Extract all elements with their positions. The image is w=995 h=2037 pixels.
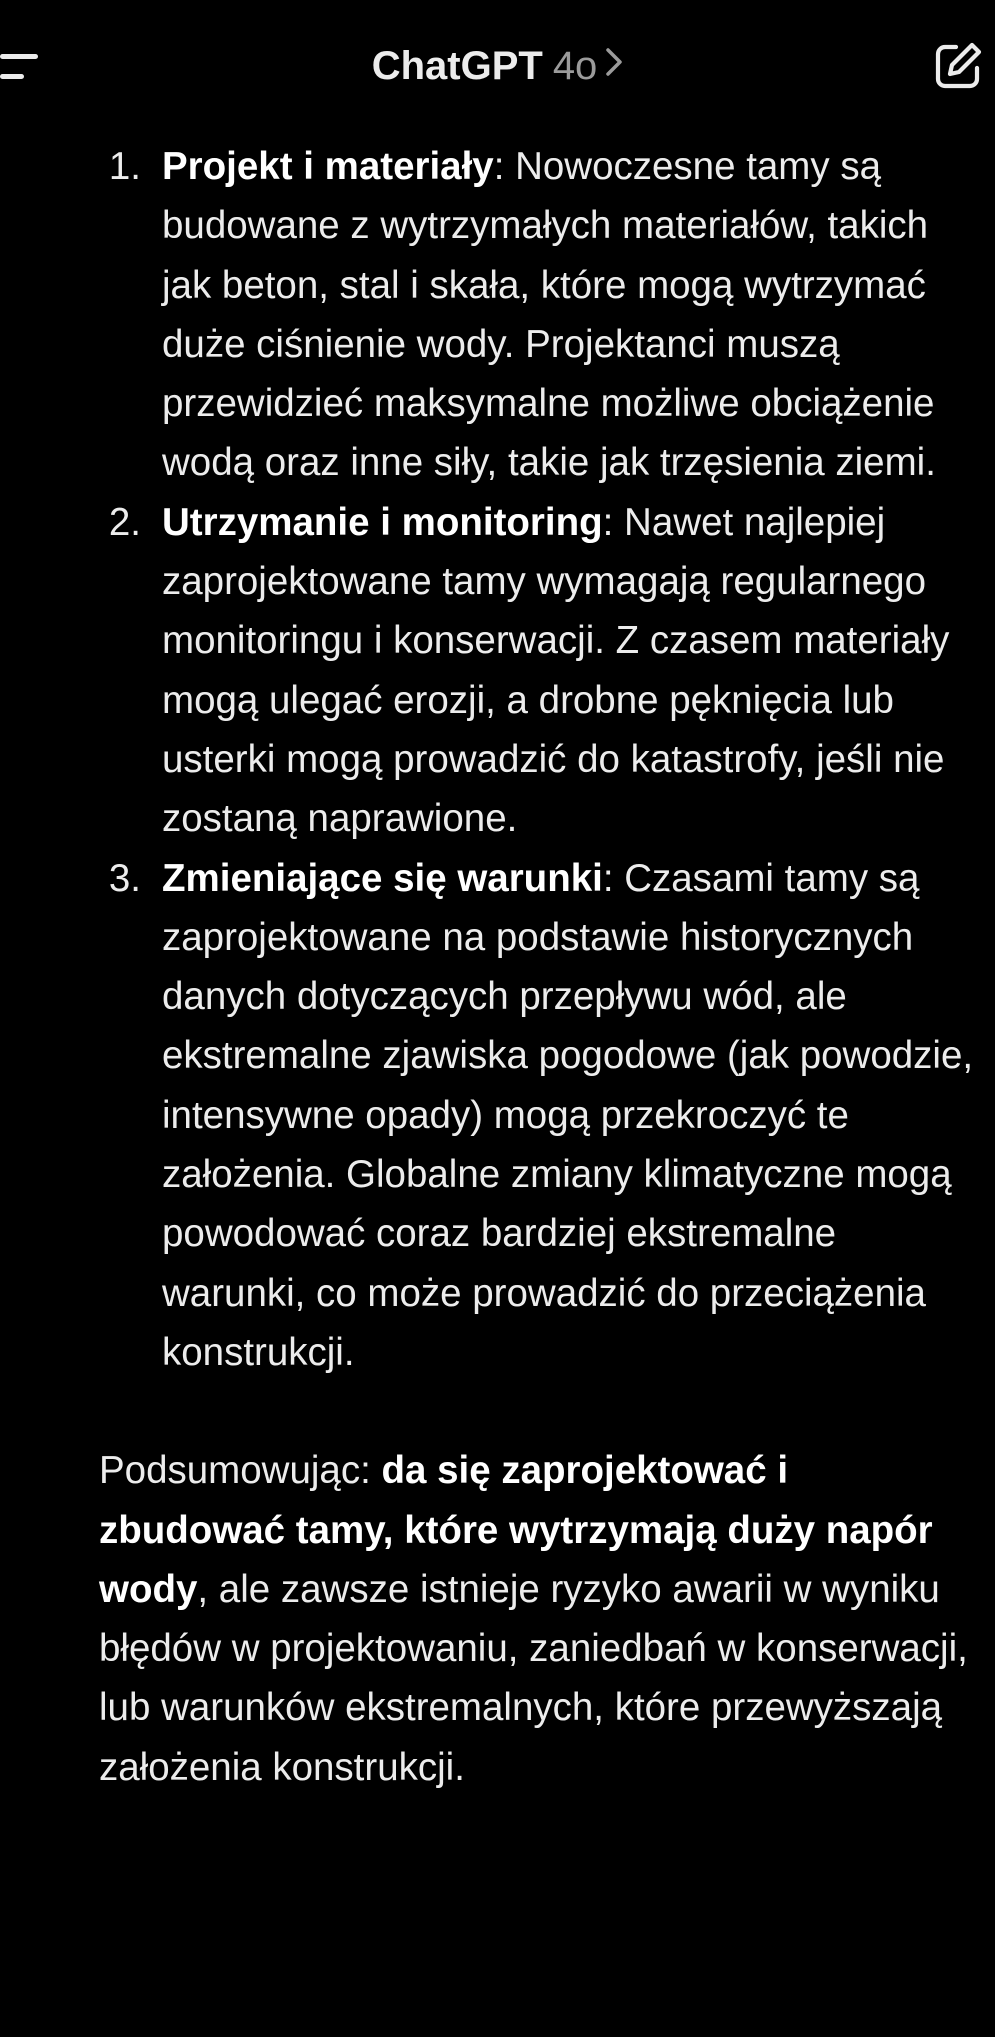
list-item-title: Zmieniające się warunki xyxy=(162,856,603,900)
list-number: 3. xyxy=(108,856,141,900)
model-label: 4o xyxy=(552,44,598,88)
list-item xyxy=(99,137,979,493)
numbered-list xyxy=(99,137,979,1382)
list-item-text: : Nawet najlepiej zaprojektowane tamy wymagają regularnego monitoringu i konserwacji. Z czasem materiały mogą ulegać erozji, a drobne pęknięcia lub usterki mogą prowadzić do katastrofy, jeśli nie zostaną naprawione. xyxy=(162,500,950,841)
list-item-title: Utrzymanie i monitoring xyxy=(162,500,603,544)
list-item-title: Projekt i materiały xyxy=(162,145,494,188)
summary-paragraph xyxy=(99,1441,979,1797)
summary-prefix: Podsumowując: xyxy=(99,1449,382,1493)
new-chat-icon[interactable] xyxy=(932,40,984,92)
list-item xyxy=(99,493,979,849)
model-selector[interactable] xyxy=(0,38,995,94)
summary-text: , ale zawsze istnieje ryzyko awarii w wyniku błędów w projektowaniu, zaniedbań w konserwacji, lub warunków ekstremalnych, które przewyższają założenia konstrukcji. xyxy=(99,1567,968,1789)
list-item-text: : Czasami tamy są zaprojektowane na podstawie historycznych danych dotyczących przepływu wód, ale ekstremalne zjawiska pogodowe (jak powodzie, intensywne opady) mogą przekroczyć te założenia. Globalne zmiany klimatyczne mogą powodować coraz bardziej ekstremalne warunki, co może prowadzić do przeciążenia konstrukcji. xyxy=(162,856,974,1374)
app-title: ChatGPT xyxy=(371,44,543,88)
list-item xyxy=(99,849,979,1383)
list-number: 2. xyxy=(108,500,141,544)
chevron-right-icon xyxy=(605,36,623,92)
top-bar xyxy=(0,0,995,132)
list-number: 1. xyxy=(108,145,141,188)
assistant-message xyxy=(99,137,979,1797)
summary-bold: da się zaprojektować i zbudować tamy, które wytrzymają duży napór wody xyxy=(99,1449,933,1611)
list-item-text: : Nowoczesne tamy są budowane z wytrzymałych materiałów, takich jak beton, stal i skała, które mogą wytrzymać duże ciśnienie wody. Projektanci muszą przewidzieć maksymalne możliwe obciążenie wodą oraz inne siły, takie jak trzęsienia ziemi. xyxy=(162,145,936,485)
